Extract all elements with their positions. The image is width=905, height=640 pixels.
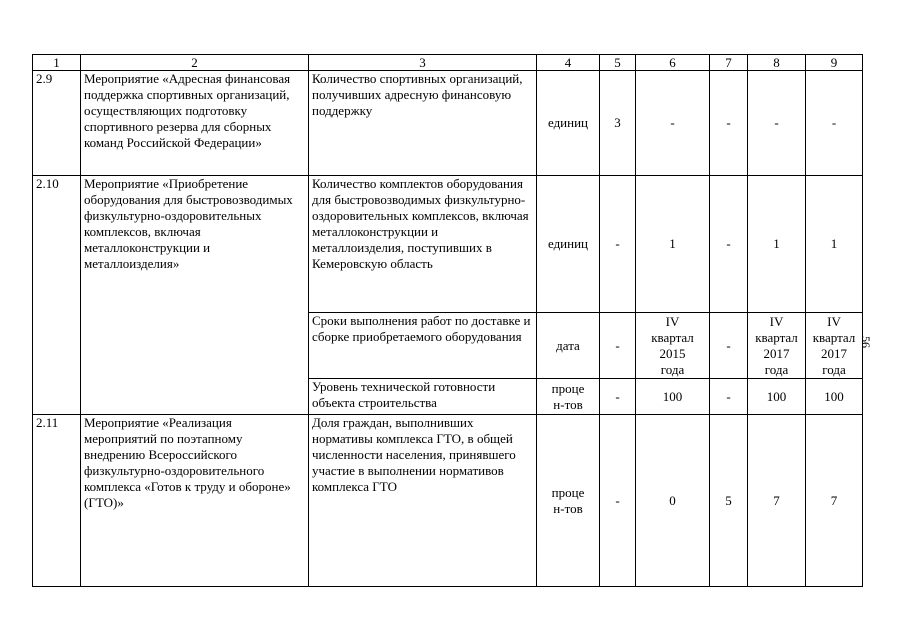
value-col6: IV квартал 2015 года — [636, 313, 710, 379]
page-number: 56 — [859, 336, 873, 348]
value-col5: - — [600, 379, 636, 415]
col-header-6: 6 — [636, 55, 710, 71]
indicator-name: Доля граждан, выполнивших нормативы комплекса ГТО, в общей численности населения, принявшего участие в выполнении нормативов комплекса ГТО — [309, 415, 537, 587]
value-col7: - — [710, 379, 748, 415]
value-col5: 3 — [600, 71, 636, 176]
value-col9: 7 — [806, 415, 863, 587]
value-col9: 1 — [806, 176, 863, 313]
indicator-name: Уровень технической готовности объекта строительства — [309, 379, 537, 415]
table-row-2-9 — [33, 71, 863, 176]
value-col6: 1 — [636, 176, 710, 313]
value-col7: - — [710, 313, 748, 379]
unit-cell: процен-тов — [537, 379, 600, 415]
col-header-3: 3 — [309, 55, 537, 71]
table-body — [33, 55, 863, 587]
unit-cell: процен-тов — [537, 415, 600, 587]
indicator-name: Количество комплектов оборудования для быстровозводимых физкультурно-оздоровительных комплексов, включая металлоконструкции и металлоизделия, поступивших в Кемеровскую область — [309, 176, 537, 313]
value-col8: 7 — [748, 415, 806, 587]
event-name: Мероприятие «Реализация мероприятий по поэтапному внедрению Всероссийского физкультурно-оздоровительного комплекса «Готов к труду и обороне» (ГТО)» — [81, 415, 309, 587]
value-col8: 1 — [748, 176, 806, 313]
col-header-4: 4 — [537, 55, 600, 71]
col-header-1: 1 — [33, 55, 81, 71]
value-col7: - — [710, 71, 748, 176]
row-number: 2.9 — [33, 71, 81, 176]
indicators-table — [32, 54, 863, 587]
col-header-7: 7 — [710, 55, 748, 71]
col-header-2: 2 — [81, 55, 309, 71]
event-name: Мероприятие «Приобретение оборудования для быстровозводимых физкультурно-оздоровительных комплексов, включая металлоконструкции и металлоизделия» — [81, 176, 309, 415]
row-number: 2.10 — [33, 176, 81, 415]
value-col8: - — [748, 71, 806, 176]
value-col5: - — [600, 313, 636, 379]
unit-cell: единиц — [537, 176, 600, 313]
value-col6: 100 — [636, 379, 710, 415]
value-col7: - — [710, 176, 748, 313]
column-number-row — [33, 55, 863, 71]
value-col5: - — [600, 415, 636, 587]
unit-cell: дата — [537, 313, 600, 379]
value-col9: 100 — [806, 379, 863, 415]
table-row-2-10 — [33, 176, 863, 313]
indicator-name: Количество спортивных организаций, получивших адресную финансовую поддержку — [309, 71, 537, 176]
col-header-9: 9 — [806, 55, 863, 71]
indicator-name: Сроки выполнения работ по доставке и сборке приобретаемого оборудования — [309, 313, 537, 379]
event-name: Мероприятие «Адресная финансовая поддержка спортивных организаций, осуществляющих подготовку спортивного резерва для сборных команд Российской Федерации» — [81, 71, 309, 176]
unit-cell: единиц — [537, 71, 600, 176]
row-number: 2.11 — [33, 415, 81, 587]
col-header-5: 5 — [600, 55, 636, 71]
value-col6: - — [636, 71, 710, 176]
value-col6: 0 — [636, 415, 710, 587]
value-col9: - — [806, 71, 863, 176]
col-header-8: 8 — [748, 55, 806, 71]
value-col9: IV квартал 2017 года — [806, 313, 863, 379]
table-row-2-11 — [33, 415, 863, 587]
value-col7: 5 — [710, 415, 748, 587]
value-col8: IV квартал 2017 года — [748, 313, 806, 379]
value-col5: - — [600, 176, 636, 313]
value-col8: 100 — [748, 379, 806, 415]
